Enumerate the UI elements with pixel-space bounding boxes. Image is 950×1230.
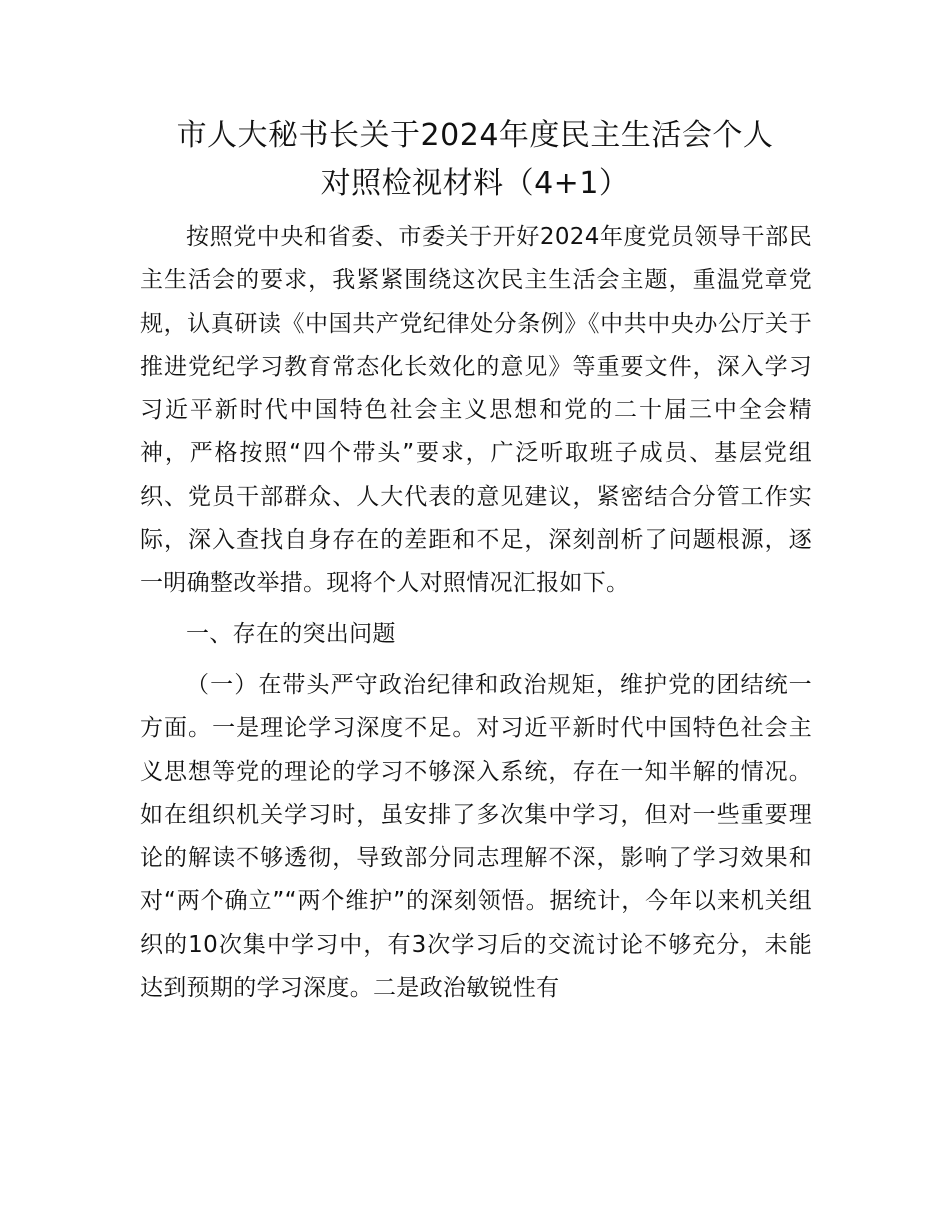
document-body [140,216,812,1010]
section-heading: 一、存在的突出问题 [186,620,396,647]
document-title [120,112,830,208]
intro-paragraph: 按照党中央和省委、市委关于开好2024年度党员领导干部民主生活会的要求，我紧紧围绕这次民主生活会主题，重温党章党规，认真研读《中国共产党纪律处分条例》《中共中央办公厅关于推进党纪学习教育常态化长效化的意见》等重要文件，深入学习习近平新时代中国特色社会主义思想和党的二十届三中全会精神，严格按照“四个带头”要求，广泛听取班子成员、基层党组织、党员干部群众、人大代表的意见建议，紧密结合分管工作实际，深入查找自身存在的差距和不足，深刻剖析了问题根源，逐一明确整改举措。现将个人对照情况汇报如下。 [140,224,812,597]
title-line-2: 对照检视材料（4+1） [320,166,630,201]
title-line-1: 市人大秘书长关于2024年度民主生活会个人 [176,118,774,153]
issue-paragraph: （一）在带头严守政治纪律和政治规矩，维护党的团结统一方面。一是理论学习深度不足。对习近平新时代中国特色社会主义思想等党的理论的学习不够深入系统，存在一知半解的情况。如在组织机关学习时，虽安排了多次集中学习，但对一些重要理论的解读不够透彻，导致部分同志理解不深，影响了学习效果和对“两个确立”“两个维护”的深刻领悟。据统计，今年以来机关组织的10次集中学习中，有3次学习后的交流讨论不够充分，未能达到预期的学习深度。二是政治敏锐性有 [140,671,812,1002]
